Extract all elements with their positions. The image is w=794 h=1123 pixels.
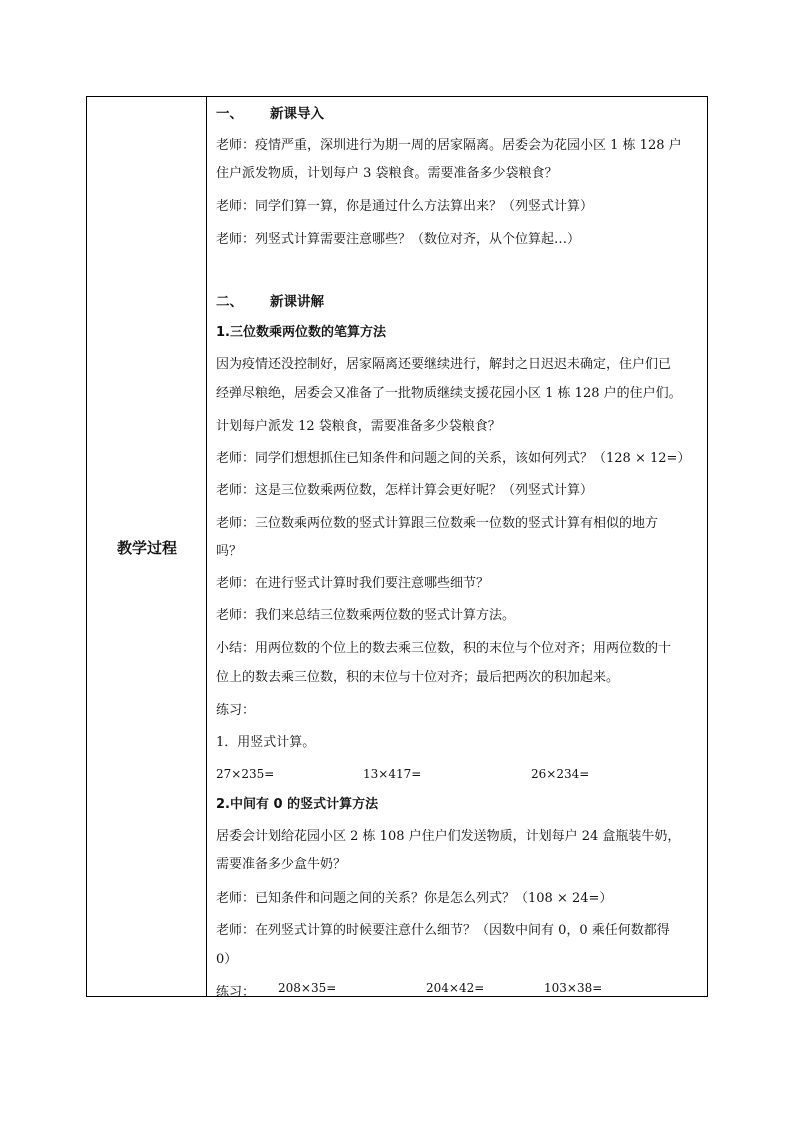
right-column [208, 97, 707, 1000]
row-label: 教学过程 [116, 539, 177, 557]
text-line: 老师：三位数乘两位数的竖式计算跟三位数乘一位数的竖式计算有相似的地方 [216, 516, 659, 531]
section-number: 二、 [216, 294, 243, 310]
subsection-title: 2.中间有 0 的竖式计算方法 [216, 797, 379, 812]
text-line: 住户派发物质，计划每户 3 袋粮食。需要准备多少袋粮食？ [216, 166, 558, 181]
section-number: 一、 [216, 106, 243, 122]
text-line: 需要准备多少盒牛奶？ [216, 857, 347, 872]
text-line: 居委会计划给花园小区 2 栋 108 户住户们发送物质，计划每户 24 盒瓶装牛奶， [216, 829, 681, 844]
text-line: 小结：用两位数的个位上的数去乘三位数，积的末位与个位对齐；用两位数的十 [216, 641, 672, 656]
text-line: 老师：列竖式计算需要注意哪些？（数位对齐，从个位算起…） [216, 232, 581, 247]
section-heading-intro [216, 105, 701, 123]
section-title: 新课讲解 [270, 294, 324, 310]
text-line: 老师：在进行竖式计算时我们要注意哪些细节？ [216, 576, 490, 591]
text-line: 经弹尽粮绝，居委会又准备了一批物质继续支援花园小区 1 栋 128 户的住户们。 [216, 386, 682, 401]
text-line: 老师：这是三位数乘两位数，怎样计算会更好呢？（列竖式计算） [216, 483, 594, 498]
text-line: 老师：在列竖式计算的时候要注意什么细节？（因数中间有 0，0 乘任何数都得 [216, 923, 670, 938]
exercise: 13×417= [363, 767, 422, 781]
left-column [87, 97, 207, 996]
section-heading-lecture [216, 293, 701, 311]
exercise: 208×35= [278, 981, 337, 995]
text-line: 老师：同学们算一算，你是通过什么方法算出来？（列竖式计算） [216, 199, 594, 214]
text-line: 计划每户派发 12 袋粮食，需要准备多少袋粮食？ [216, 419, 501, 434]
exercise-label: 练习： [216, 985, 256, 1000]
exercise: 103×38= [544, 981, 603, 995]
exercise: 204×42= [426, 981, 485, 995]
text-line: 练习： [216, 703, 256, 718]
exercise: 26×234= [531, 767, 590, 781]
text-line: 老师：已知条件和问题之间的关系？你是怎么列式？（108 × 24=） [216, 891, 613, 906]
subsection-title: 1.三位数乘两位数的笔算方法 [216, 325, 386, 340]
text-line: 老师：同学们想想抓住已知条件和问题之间的关系，该如何列式？（128 × 12=） [216, 451, 691, 466]
text-line: 1．用竖式计算。 [216, 735, 316, 750]
text-line: 老师：疫情严重，深圳进行为期一周的居家隔离。居委会为花园小区 1 栋 128 户 [216, 138, 682, 153]
exercise: 27×235= [216, 767, 275, 781]
text-line: 老师：我们来总结三位数乘两位数的竖式计算方法。 [216, 608, 516, 623]
text-line: 吗？ [216, 544, 243, 559]
text-line: 0） [216, 952, 238, 967]
section-title: 新课导入 [270, 106, 324, 122]
lesson-table [86, 96, 708, 1000]
text-line: 因为疫情还没控制好，居家隔离还要继续进行，解封之日迟迟未确定，住户们已 [216, 357, 672, 372]
text-line: 位上的数去乘三位数，积的末位与十位对齐；最后把两次的积加起来。 [216, 670, 620, 685]
